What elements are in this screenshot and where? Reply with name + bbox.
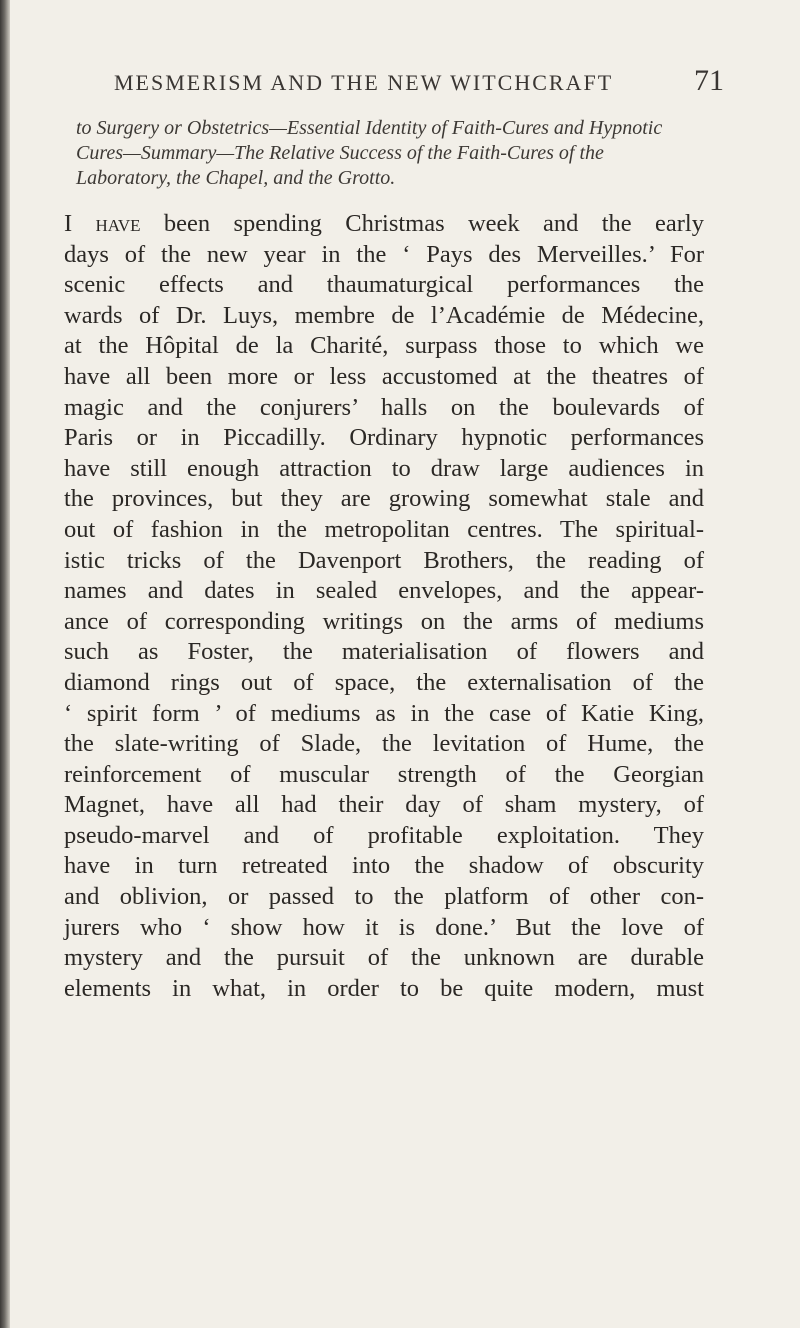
text-line: jurers who ‘ show how it is done.’ But the love of xyxy=(64,913,704,941)
text-line: have all been more or less accustomed at the theatres of xyxy=(64,362,704,390)
running-title: MESMERISM AND THE NEW WITCHCRAFT xyxy=(114,70,614,95)
text-line: have still enough attraction to draw large audiences in xyxy=(64,454,704,482)
text-line: at the Hôpital de la Charité, surpass those to which we xyxy=(64,332,704,360)
text-line: Magnet, have all had their day of sham mystery, of xyxy=(64,791,704,819)
drop-word: I have xyxy=(64,210,141,237)
text-line: names and dates in sealed envelopes, and the appear- xyxy=(64,577,704,605)
text-line: elements in what, in order to be quite modern, must xyxy=(64,974,704,1002)
text-line: days of the new year in the ‘ Pays des Merveilles.’ For xyxy=(64,240,704,268)
text-line: ance of corresponding writings on the arms of mediums xyxy=(64,607,704,635)
text-line: have in turn retreated into the shadow of obscurity xyxy=(64,852,704,880)
text-line: I have been spending Christmas week and the early xyxy=(64,210,704,237)
text-line: diamond rings out of space, the externalisation of the xyxy=(64,668,704,696)
text-line: ‘ spirit form ’ of mediums as in the case of Katie King, xyxy=(64,699,704,727)
text-line: and oblivion, or passed to the platform of other con- xyxy=(64,883,704,911)
text-line: Paris or in Piccadilly. Ordinary hypnotic performances xyxy=(64,424,704,452)
book-binding-edge xyxy=(0,0,10,1328)
text-line: the slate-writing of Slade, the levitation of Hume, the xyxy=(64,730,704,758)
page-number: 71 xyxy=(694,64,724,97)
book-page xyxy=(64,60,744,1004)
text-line: reinforcement of muscular strength of the Georgian xyxy=(64,760,704,788)
chapter-summary: to Surgery or Obstetrics—Essential Identity of Faith-Cures and Hypnotic Cures—Summary—The Relative Success of the Faith-Cures of the Laboratory, the Chapel, and the Grotto. xyxy=(76,117,663,189)
text-line: magic and the conjurers’ halls on the boulevards of xyxy=(64,393,704,421)
text-line: wards of Dr. Luys, membre de l’Académie de Médecine, xyxy=(64,301,704,329)
text-line: pseudo-marvel and of profitable exploitation. They xyxy=(64,821,704,849)
text-line: out of fashion in the metropolitan centres. The spiritual- xyxy=(64,515,704,543)
body-paragraph xyxy=(64,209,704,1004)
text-line: istic tricks of the Davenport Brothers, the reading of xyxy=(64,546,704,574)
text-line: such as Foster, the materialisation of flowers and xyxy=(64,638,704,666)
text-line: scenic effects and thaumaturgical performances the xyxy=(64,271,704,299)
text-line: mystery and the pursuit of the unknown are durable xyxy=(64,944,704,972)
running-head xyxy=(64,60,744,104)
text-line: the provinces, but they are growing somewhat stale and xyxy=(64,485,704,513)
